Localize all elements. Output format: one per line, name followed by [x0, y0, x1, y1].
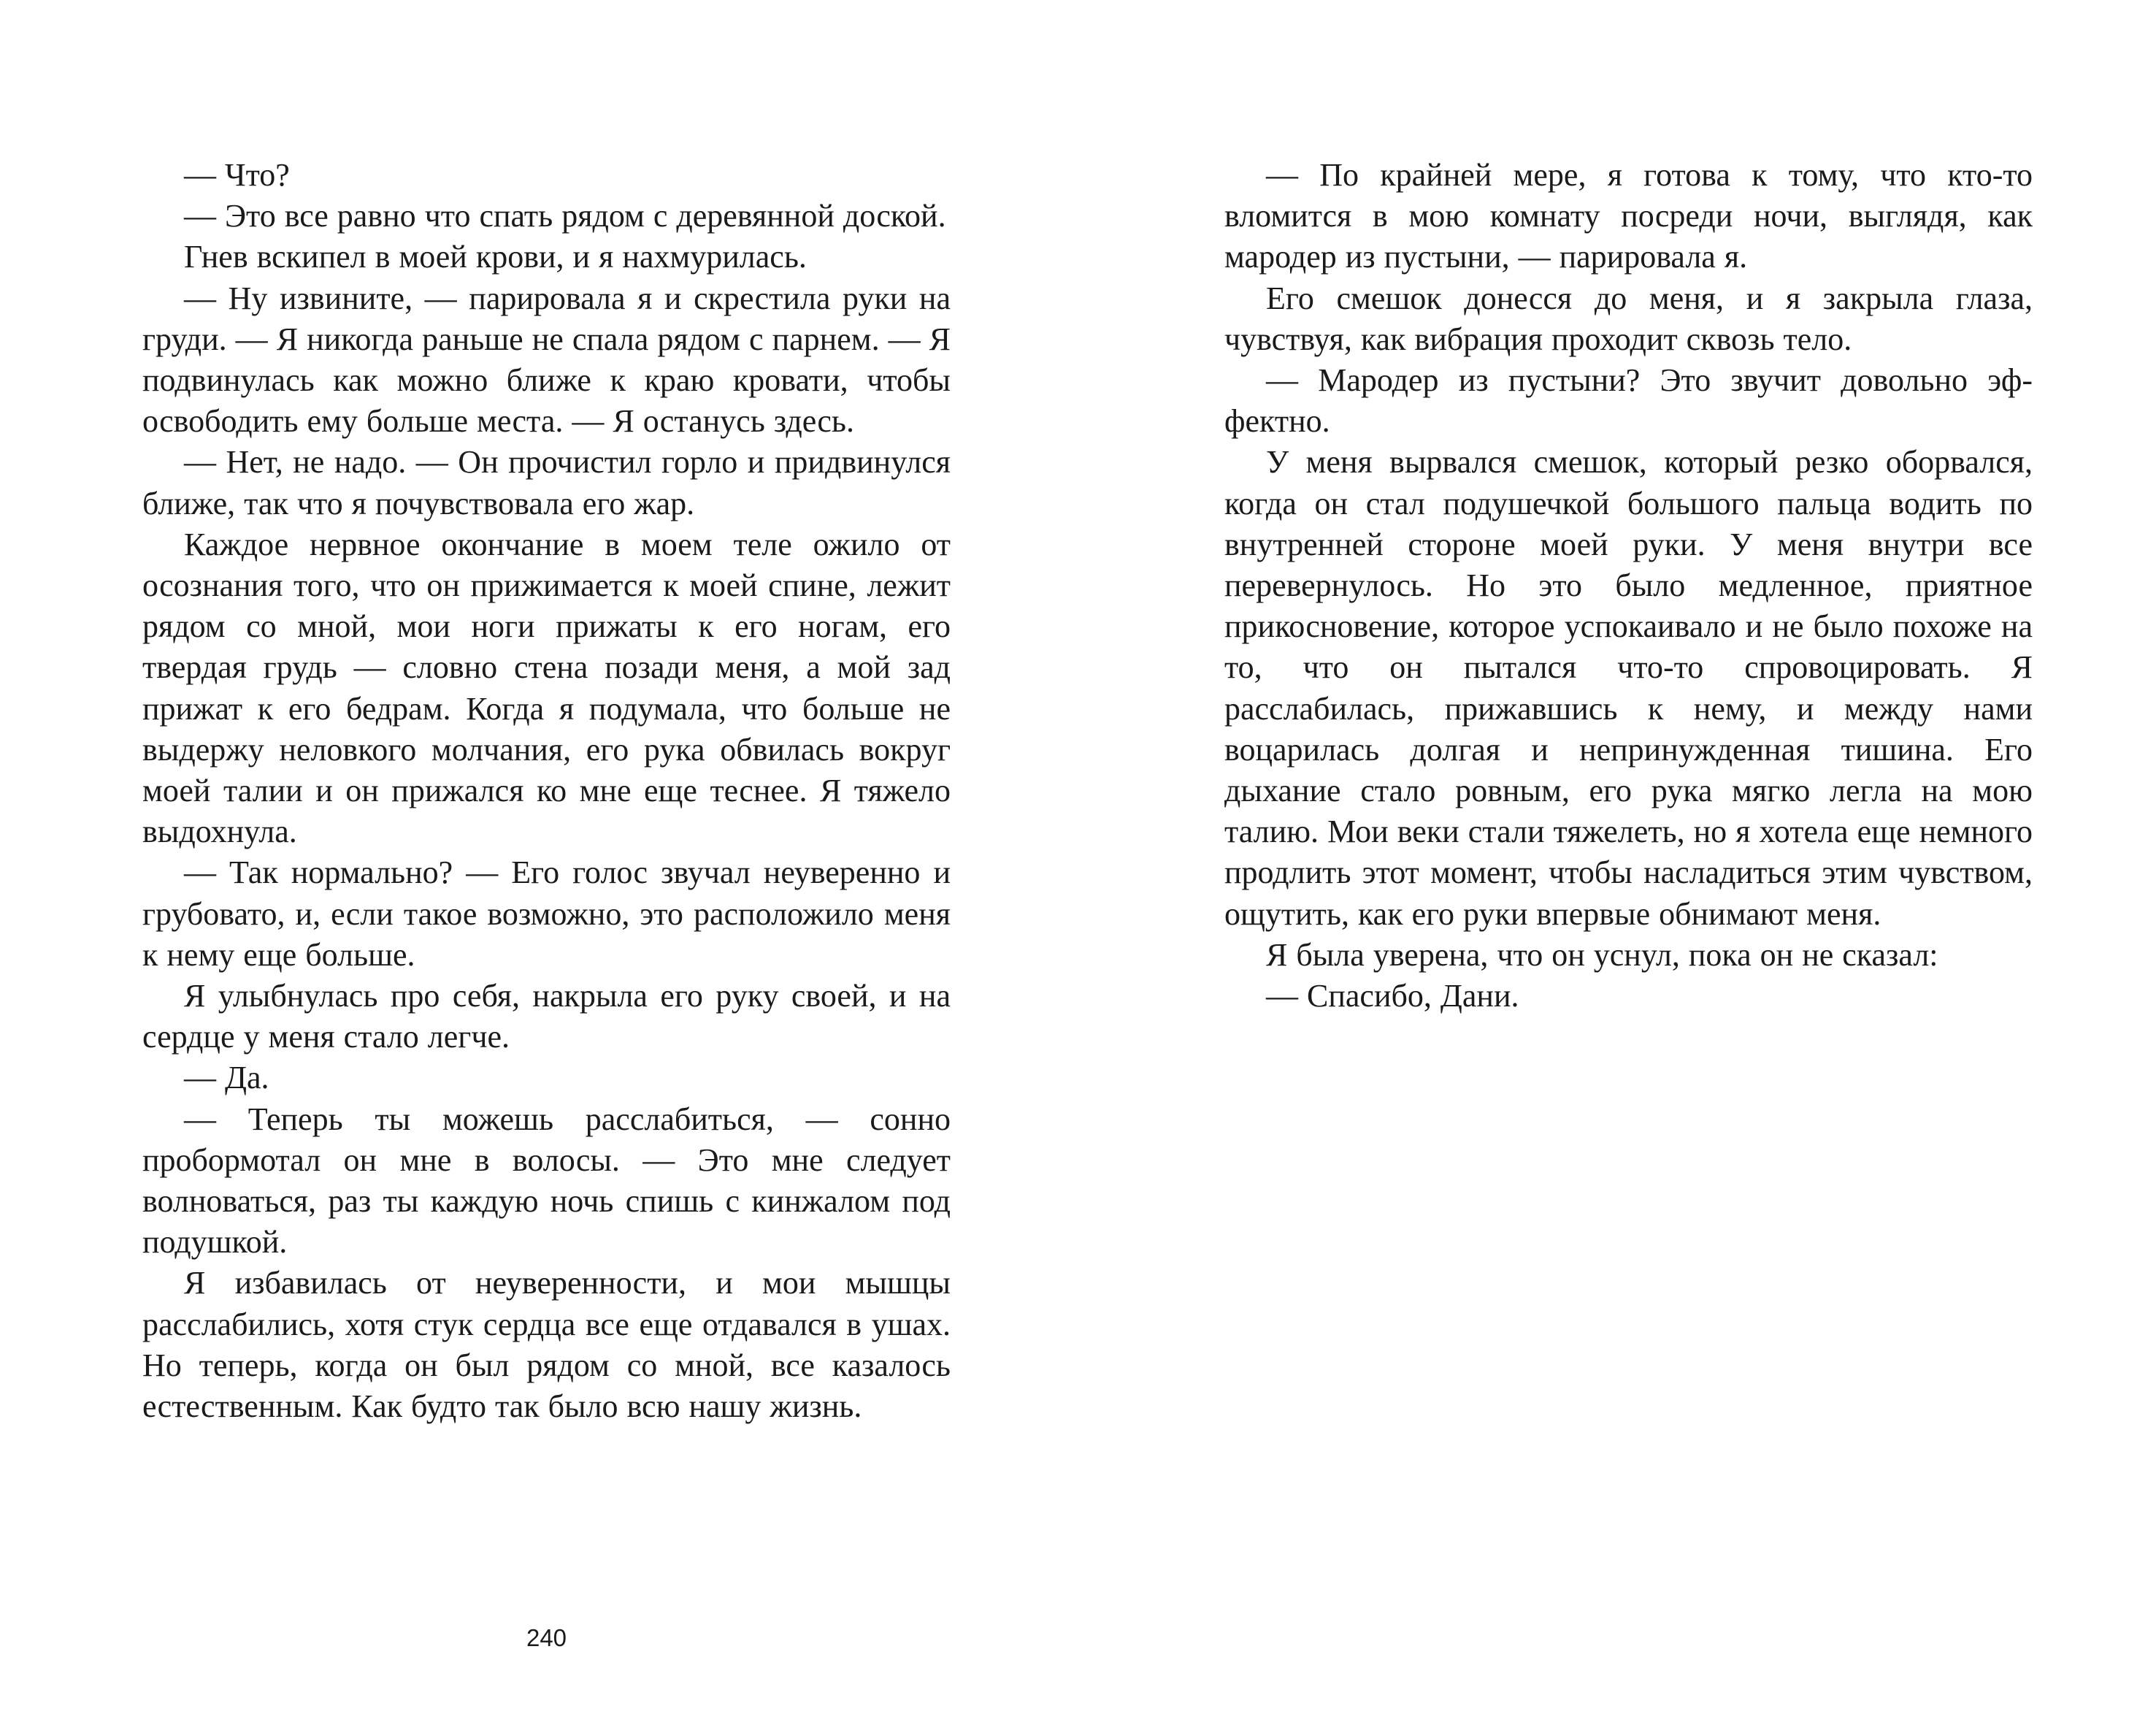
paragraph: — Это все равно что спать рядом с деревянной доской.: [184, 198, 946, 234]
paragraph: — Так нормально? — Его голос звучал неуверенно и грубовато, и, если такое возможно, это расположило меня к нему еще больше.: [142, 854, 951, 973]
left-page: [142, 155, 951, 1427]
paragraph: — Да.: [184, 1060, 269, 1096]
paragraph: — Нет, не надо. — Он прочистил горло и придвинулся ближе, так что я почувствовала его жар.: [142, 444, 951, 521]
paragraph: Я была уверена, что он уснул, пока он не сказал:: [1266, 936, 1938, 973]
paragraph: — Теперь ты можешь расслабиться, — сонно пробормотал он мне в волосы. — Это мне следует волноваться, раз ты каждую ночь спишь с кинжалом под подушкой.: [142, 1101, 951, 1261]
paragraph: — Спасибо, Дани.: [1266, 978, 1519, 1014]
paragraph: Его смешок донесся до меня, и я закрыла глаза, чувствуя, как вибрация проходит сквозь тело.: [1224, 280, 2033, 357]
paragraph: У меня вырвался смешок, который резко оборвался, когда он стал подушечкой большого пальца водить по внутренней стороне моей руки. У меня внутри все перевернулось. Но это было медленное, приятное прикосновение, которое успокаивало и не было похоже на то, что он пытался что-то спровоцировать. Я расслабилась, прижавшись к нему, и между нами воцарилась долгая и непринужденная тишина. Его дыхание стало ровным, его рука мягко легла на мою талию. Мои веки стали тяжелеть, но я хотела еще немного продлить этот момент, чтобы насладиться этим чувством, ощутить, как его руки впервые обнимают меня.: [1224, 444, 2033, 932]
paragraph: Гнев вскипел в моей крови, и я нахмурилась.: [184, 239, 807, 275]
paragraph: — Ну извините, — парировала я и скрестила руки на груди. — Я никогда раньше не спала рядом с парнем. — Я подвинулась как можно ближе к краю кровати, чтобы освободить ему больше места. — Я останусь здесь.: [142, 280, 951, 440]
paragraph: Я улыбнулась про себя, накрыла его руку своей, и на сердце у меня стало легче.: [142, 978, 951, 1055]
paragraph: Я избавилась от неуверенности, и мои мышцы расслабились, хотя стук сердца все еще отдавался в ушах. Но теперь, когда он был рядом со мной, все казалось естественным. Как будто так было всю нашу жизнь.: [142, 1265, 951, 1425]
paragraph: — Мародер из пустыни? Это звучит довольно эффектно.: [1224, 362, 2033, 440]
right-page: [1224, 155, 2033, 1017]
paragraph: Каждое нервное окончание в моем теле ожило от осознания того, что он прижимается к моей спине, лежит рядом со мной, мои ноги прижаты к его ногам, его твердая грудь — словно стена позади меня, а мой зад прижат к его бедрам. Когда я подумала, что больше не выдержу неловкого молчания, его рука обвилась вокруг моей талии и он прижался ко мне еще теснее. Я тяжело выдохнула.: [142, 526, 951, 850]
paragraph: — По крайней мере, я готова к тому, что кто-то вломится в мою комнату посреди ночи, выглядя, как мародер из пустыни, — парировала я.: [1224, 157, 2033, 275]
page-number: 240: [526, 1624, 567, 1651]
paragraph: — Что?: [184, 157, 290, 193]
